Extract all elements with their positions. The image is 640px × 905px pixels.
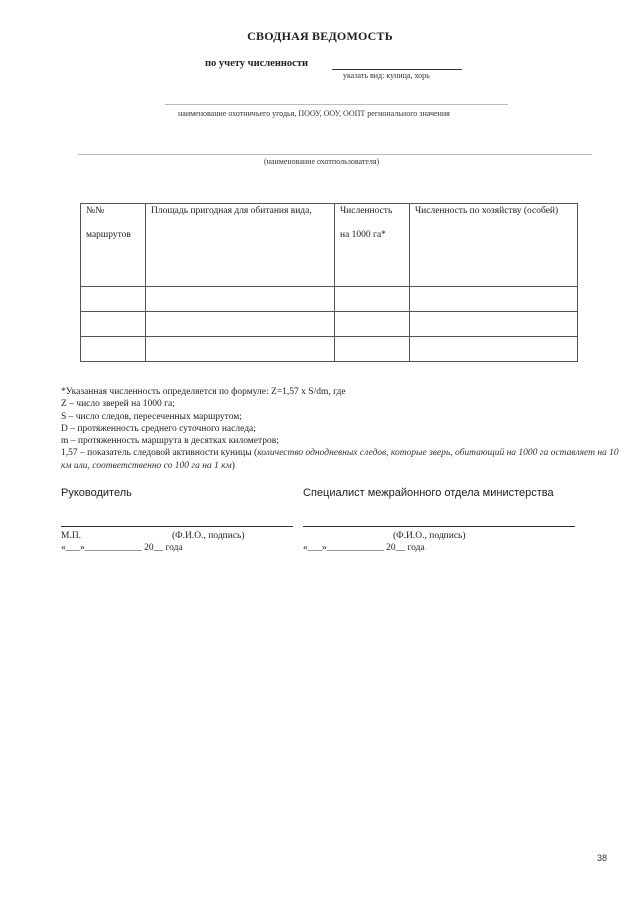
note-m: m – протяженность маршрута в десятках километров;: [61, 436, 279, 447]
specialist-signature-line: [303, 526, 575, 527]
header-cell: [146, 204, 335, 287]
header-density: Численность на 1000 га*: [340, 206, 393, 240]
note-s: S – число следов, пересеченных маршрутом;: [61, 411, 242, 422]
head-fio-label: (Ф.И.О., подпись): [172, 531, 245, 541]
table-row: [81, 337, 578, 362]
species-hint: указать вид: куница, хорь: [343, 71, 430, 80]
note-coefficient-italic: количество однодневных следов, которые зверь, обитающий на 1000 га оставляет на 10 км или, соответственно со 100 га на 1 км: [61, 448, 619, 471]
user-hint: (наименование охотпользователя): [264, 157, 380, 166]
table-row: [81, 312, 578, 337]
head-signature-title: Руководитель: [61, 487, 132, 499]
page-number: 38: [597, 853, 608, 863]
count-table: [80, 203, 578, 362]
header-total: Численность по хозяйству (особей): [415, 206, 559, 216]
table-cell[interactable]: [335, 287, 410, 312]
table-cell[interactable]: [335, 312, 410, 337]
head-date-field: «___»____________ 20__ года: [61, 543, 183, 553]
table-header-row: [81, 204, 578, 287]
note-z: Z – число зверей на 1000 га;: [61, 399, 175, 410]
user-fill-line: [78, 154, 592, 155]
specialist-date-field: «___»____________ 20__ года: [303, 543, 425, 553]
header-cell: [410, 204, 578, 287]
table-cell[interactable]: [410, 312, 578, 337]
table-row: [81, 287, 578, 312]
note-coefficient: [61, 447, 621, 472]
table-cell[interactable]: [335, 337, 410, 362]
header-area: Площадь пригодная для обитания вида,: [151, 206, 312, 216]
table-cell[interactable]: [146, 312, 335, 337]
table-cell[interactable]: [146, 337, 335, 362]
table-cell[interactable]: [146, 287, 335, 312]
header-routes: №№ маршрутов: [86, 206, 131, 240]
area-fill-line: [165, 104, 508, 105]
table-cell[interactable]: [410, 287, 578, 312]
formula-notes: [61, 386, 621, 472]
subtitle-label: по учету численности: [205, 58, 309, 69]
area-hint: наименование охотничьего угодья, ПООУ, ООУ, ООПТ регионального значения: [178, 109, 450, 118]
table-cell[interactable]: [81, 337, 146, 362]
species-fill-line: [332, 69, 462, 70]
note-formula: *Указанная численность определяется по формуле: Z=1,57 х S/dm, где: [61, 387, 346, 397]
header-cell: [335, 204, 410, 287]
header-cell: [81, 204, 146, 287]
note-d: D – протяженность среднего суточного наследа;: [61, 423, 256, 434]
specialist-signature-title: Специалист межрайонного отдела министерства: [303, 487, 554, 499]
head-signature-line: [61, 526, 293, 527]
note-coefficient-close: ): [231, 460, 235, 471]
table-cell[interactable]: [81, 312, 146, 337]
stamp-label: М.П.: [61, 531, 82, 541]
note-coefficient-text: 1,57 – показатель следовой активности куницы (: [61, 448, 258, 459]
document-title: СВОДНАЯ ВЕДОМОСТЬ: [247, 29, 393, 43]
specialist-fio-label: (Ф.И.О., подпись): [393, 531, 466, 541]
table-cell[interactable]: [81, 287, 146, 312]
table-cell[interactable]: [410, 337, 578, 362]
